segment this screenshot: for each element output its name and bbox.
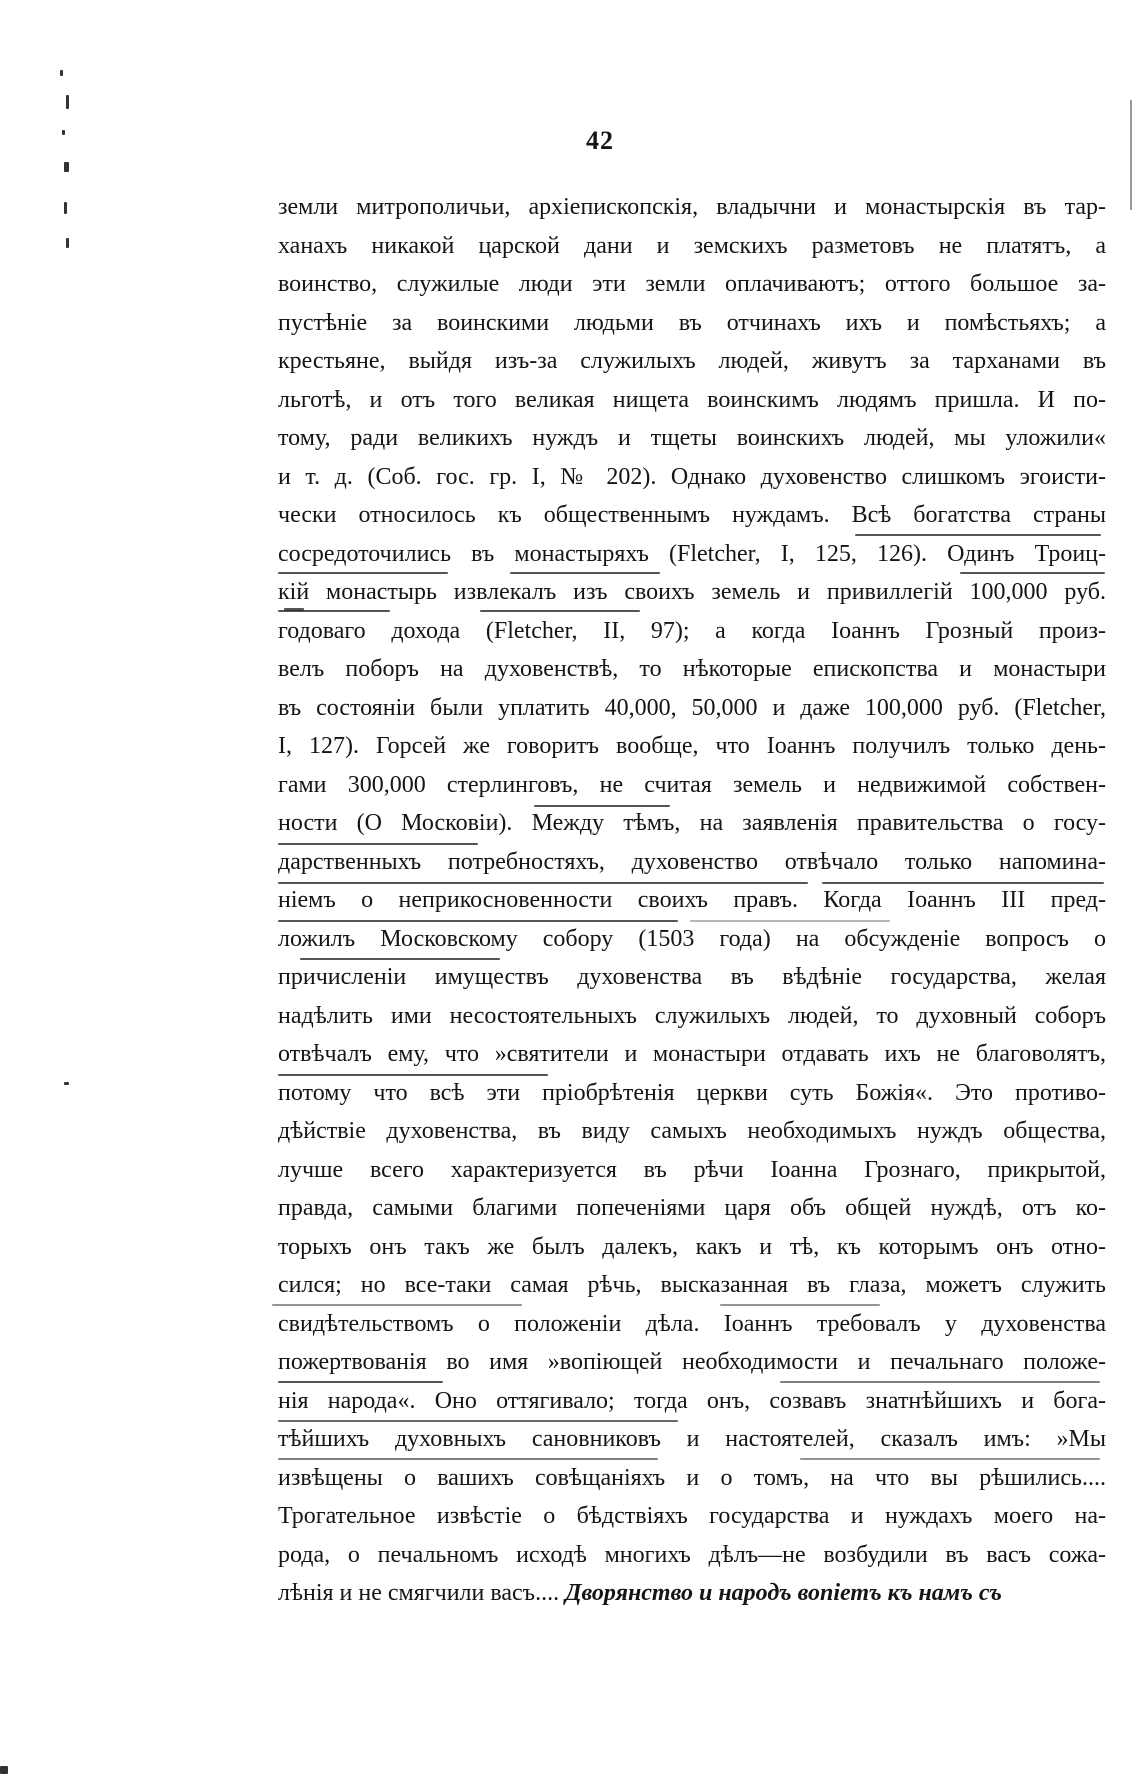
text-line: отвѣчалъ ему, что »святители и монастыри отдавать ихъ не благоволятъ, [278,1041,1106,1067]
text-line: дарственныхъ потребностяхъ, духовенство отвѣчало только напомина- [278,848,1106,875]
text-line-last-italic: Дворянство и народъ вопіетъ къ намъ съ [565,1580,1002,1606]
pencil-underline [284,608,304,611]
text-line: ніемъ о неприкосновенности своихъ правъ. Когда Іоаннъ III пред- [278,887,1106,913]
text-line: чески относилось къ общественнымъ нуждамъ. Всѣ богатства страны [278,502,1106,528]
text-line: ложилъ Московскому собору (1503 года) на обсужденіе вопросъ о [278,925,1106,952]
page-number: 42 [586,126,614,155]
margin-mark [66,238,69,248]
pencil-underline [278,1074,548,1076]
text-line: сосредоточились въ монастыряхъ (Fletcher, I, 125, 126). Одинъ Троиц- [278,540,1106,567]
text-line: крестьяне, выйдя изъ-за служилыхъ людей, живутъ за тарханами въ [278,348,1106,374]
text-line: надѣлить ими несостоятельныхъ служилыхъ людей, то духовный соборъ [278,1002,1106,1029]
margin-mark [0,1766,8,1774]
text-line: ханахъ никакой царской дани и земскихъ разметовъ не платятъ, а [278,232,1106,259]
text-line: воинство, служилые люди эти земли оплачиваютъ; оттого большое за- [278,271,1106,297]
text-line: льготѣ, и отъ того великая нищета воинскимъ людямъ пришла. И по- [278,386,1106,413]
margin-mark [60,70,63,76]
pencil-underline [855,534,1101,536]
text-line: пустѣніе за воинскими людьми въ отчинахъ ихъ и помѣстьяхъ; а [278,309,1106,336]
pencil-underline [278,843,478,845]
text-line: дѣйствіе духовенства, въ виду самыхъ необходимыхъ нуждъ общества, [278,1118,1106,1144]
text-line: рода, о печальномъ исходѣ многихъ дѣлъ—не возбудили въ васъ сожа- [278,1541,1106,1568]
text-line: ности (О Московіи). Между тѣмъ, на заявленія правительства о госу- [278,810,1106,836]
text-line: тѣйшихъ духовныхъ сановниковъ и настоятелей, сказалъ имъ: »Мы [278,1426,1106,1452]
pencil-underline [278,1420,678,1422]
pencil-underline [534,805,670,807]
text-line-last [278,1574,1106,1613]
margin-mark [64,162,69,172]
text-line: нія народа«. Оно оттягивало; тогда онъ, созвавъ знатнѣйшихъ и бога- [278,1387,1106,1414]
text-line: земли митрополичьи, архіепископскія, владычни и монастырскія въ тар- [278,194,1106,220]
text-line: сился; но все-таки самая рѣчь, высказанная въ глаза, можетъ служить [278,1272,1106,1298]
text-line: въ состояніи были уплатить 40,000, 50,000 и даже 100,000 руб. (Fletcher, [278,694,1106,721]
pencil-underline [278,1458,658,1460]
pencil-underline [780,1381,1100,1383]
pencil-underline [300,958,500,960]
text-line: правда, самыми благими попеченіями царя объ общей нуждѣ, отъ ко- [278,1195,1106,1221]
pencil-underline [720,1304,880,1306]
pencil-underline [278,572,448,574]
text-line: тому, ради великихъ нуждъ и тщеты воинскихъ людей, мы уложили« [278,425,1106,451]
pencil-underline [960,572,1105,574]
pencil-underline [278,920,678,922]
text-line: кій монастырь извлекалъ изъ своихъ земель и привиллегій 100,000 руб. [278,579,1106,605]
margin-mark [66,95,69,109]
text-line-last-plain: лѣнія и не смягчили васъ.... [278,1580,560,1606]
text-line: причисленіи имуществъ духовенства въ вѣдѣніе государства, желая [278,964,1106,990]
text-line: и т. д. (Соб. гос. гр. I, № 202). Однако духовенство слишкомъ эгоисти- [278,463,1106,490]
margin-mark [64,1082,69,1085]
text-line: извѣщены о вашихъ совѣщаніяхъ и о томъ, на что вы рѣшились.... [278,1464,1106,1491]
text-line: потому что всѣ эти пріобрѣтенія церкви суть Божія«. Это противо- [278,1079,1106,1106]
text-line: лучше всего характеризуется въ рѣчи Іоанна Грознаго, прикрытой, [278,1156,1106,1183]
body-text [278,188,1106,1613]
pencil-underline [690,920,890,922]
text-line: торыхъ онъ такъ же былъ далекъ, какъ и тѣ, къ которымъ онъ отно- [278,1233,1106,1260]
text-line: велъ поборъ на духовенствѣ, то нѣкоторые епископства и монастыри [278,656,1106,682]
text-line: пожертвованія во имя »вопіющей необходимости и печальнаго положе- [278,1349,1106,1375]
pencil-underline [278,882,808,884]
pencil-underline [480,610,640,612]
pencil-underline [800,1458,1100,1460]
pencil-underline [510,572,660,574]
pencil-underline [272,1304,522,1306]
pencil-underline [278,1381,443,1383]
text-line: гами 300,000 стерлинговъ, не считая земель и недвижимой собствен- [278,771,1106,798]
pencil-underline [822,882,1104,884]
text-line: годоваго дохода (Fletcher, II, 97); а когда Іоаннъ Грозный произ- [278,617,1106,644]
text-line: I, 127). Горсей же говоритъ вообще, что Іоаннъ получилъ только день- [278,733,1106,759]
text-line: свидѣтельствомъ о положеніи дѣла. Іоаннъ требовалъ у духовенства [278,1310,1106,1337]
margin-mark [64,202,67,214]
text-line: Трогательное извѣстіе о бѣдствіяхъ государства и нуждахъ моего на- [278,1503,1106,1529]
